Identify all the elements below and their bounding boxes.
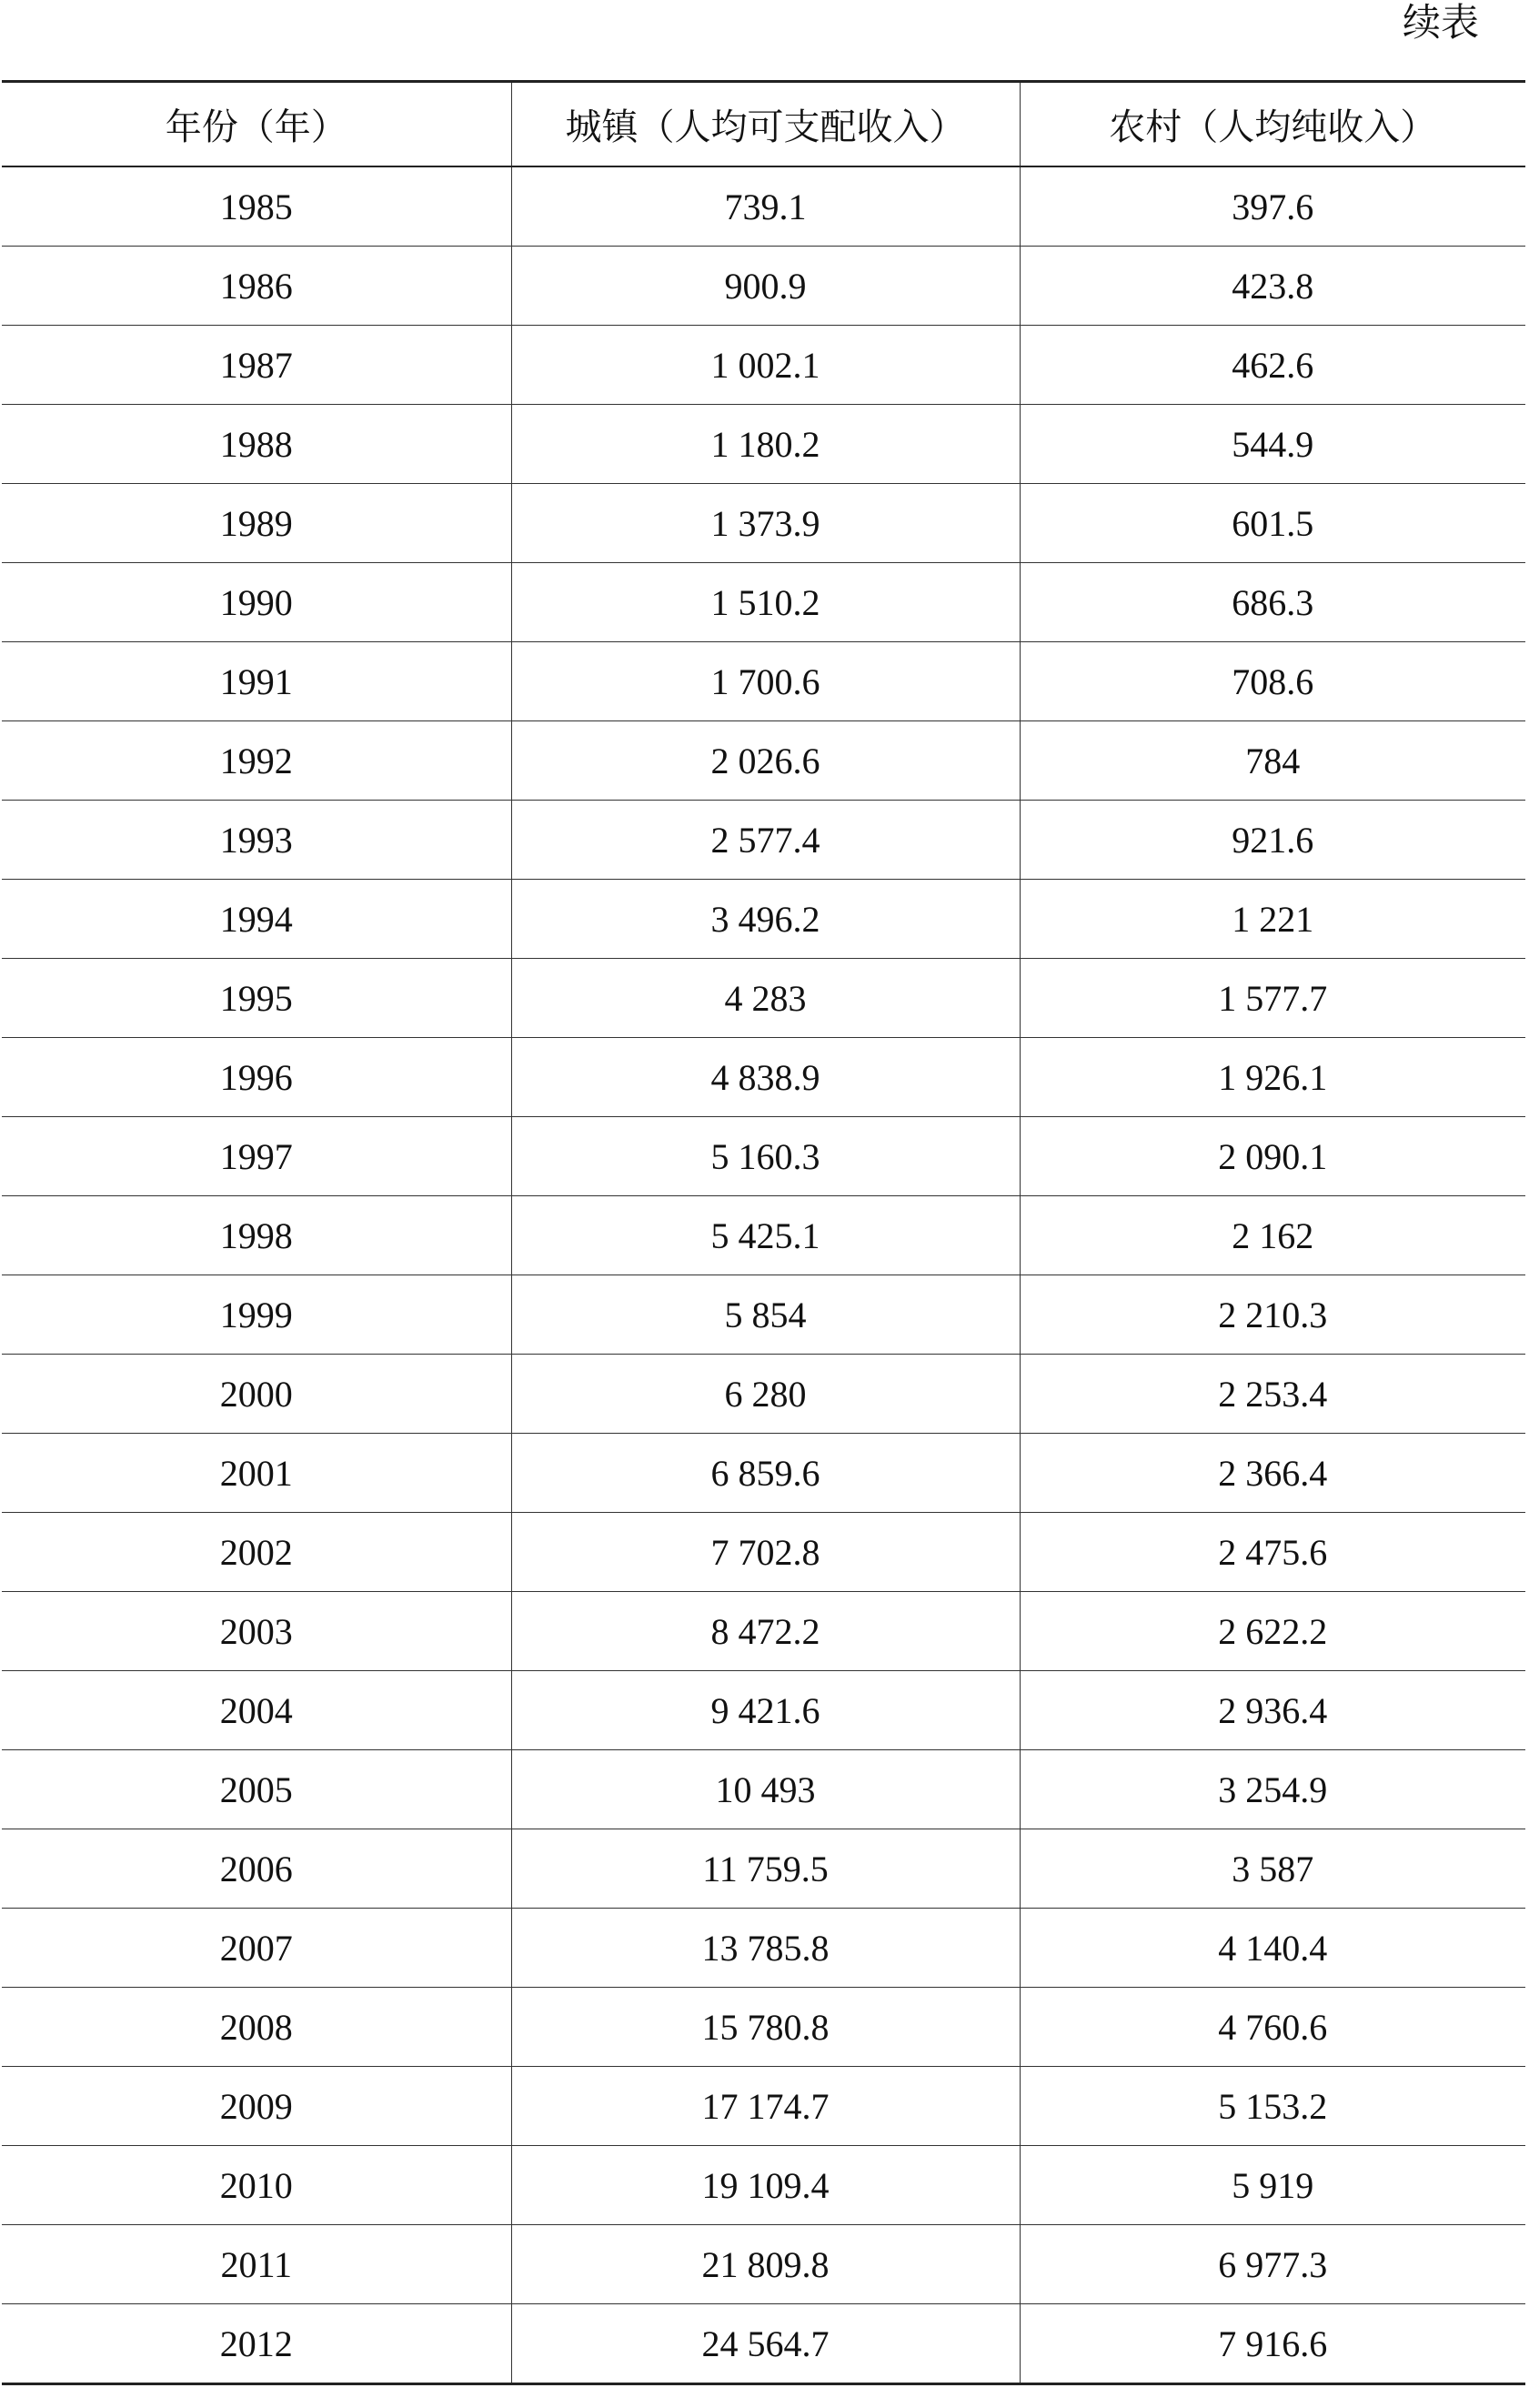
- cell-urban-income: 1 002.1: [511, 326, 1020, 405]
- cell-year: 1994: [2, 880, 511, 959]
- table-row: [2, 1988, 1525, 2067]
- cell-rural-income: 2 936.4: [1020, 1671, 1525, 1750]
- cell-urban-income: 13 785.8: [511, 1909, 1020, 1988]
- cell-year: 1992: [2, 721, 511, 801]
- cell-year: 2008: [2, 1988, 511, 2067]
- cell-year: 2000: [2, 1355, 511, 1434]
- header-row: [2, 82, 1525, 167]
- table-row: [2, 1592, 1525, 1671]
- header-urban-income: 城镇（人均可支配收入）: [511, 82, 1020, 167]
- table-row: [2, 1117, 1525, 1196]
- cell-year: 2009: [2, 2067, 511, 2146]
- cell-year: 2007: [2, 1909, 511, 1988]
- cell-urban-income: 1 373.9: [511, 484, 1020, 563]
- continued-table-label: 续表: [1402, 0, 1479, 45]
- table-row: [2, 1750, 1525, 1829]
- cell-urban-income: 4 283: [511, 959, 1020, 1038]
- cell-rural-income: 784: [1020, 721, 1525, 801]
- cell-year: 1985: [2, 166, 511, 247]
- cell-urban-income: 6 280: [511, 1355, 1020, 1434]
- table-row: [2, 880, 1525, 959]
- cell-year: 2005: [2, 1750, 511, 1829]
- table-row: [2, 1275, 1525, 1355]
- income-table: [2, 80, 1525, 2385]
- table-row: [2, 2225, 1525, 2304]
- cell-year: 2011: [2, 2225, 511, 2304]
- cell-rural-income: 7 916.6: [1020, 2304, 1525, 2384]
- cell-rural-income: 4 760.6: [1020, 1988, 1525, 2067]
- cell-rural-income: 686.3: [1020, 563, 1525, 642]
- cell-rural-income: 708.6: [1020, 642, 1525, 721]
- cell-urban-income: 15 780.8: [511, 1988, 1020, 2067]
- cell-rural-income: 3 587: [1020, 1829, 1525, 1909]
- cell-urban-income: 4 838.9: [511, 1038, 1020, 1117]
- cell-rural-income: 2 162: [1020, 1196, 1525, 1275]
- table-row: [2, 1513, 1525, 1592]
- cell-rural-income: 397.6: [1020, 166, 1525, 247]
- cell-year: 1987: [2, 326, 511, 405]
- cell-urban-income: 739.1: [511, 166, 1020, 247]
- cell-year: 1993: [2, 801, 511, 880]
- cell-year: 1986: [2, 247, 511, 326]
- table-row: [2, 1909, 1525, 1988]
- table-row: [2, 1829, 1525, 1909]
- cell-urban-income: 6 859.6: [511, 1434, 1020, 1513]
- cell-year: 1996: [2, 1038, 511, 1117]
- cell-year: 1988: [2, 405, 511, 484]
- table-row: [2, 1434, 1525, 1513]
- table-row: [2, 484, 1525, 563]
- cell-urban-income: 7 702.8: [511, 1513, 1020, 1592]
- table-row: [2, 405, 1525, 484]
- cell-year: 2002: [2, 1513, 511, 1592]
- table-row: [2, 247, 1525, 326]
- cell-year: 1989: [2, 484, 511, 563]
- cell-rural-income: 423.8: [1020, 247, 1525, 326]
- cell-rural-income: 601.5: [1020, 484, 1525, 563]
- cell-year: 1990: [2, 563, 511, 642]
- table-row: [2, 563, 1525, 642]
- cell-urban-income: 3 496.2: [511, 880, 1020, 959]
- table-row: [2, 1671, 1525, 1750]
- cell-rural-income: 3 254.9: [1020, 1750, 1525, 1829]
- cell-urban-income: 10 493: [511, 1750, 1020, 1829]
- cell-rural-income: 1 926.1: [1020, 1038, 1525, 1117]
- table-row: [2, 2304, 1525, 2384]
- cell-urban-income: 1 700.6: [511, 642, 1020, 721]
- cell-year: 1991: [2, 642, 511, 721]
- cell-urban-income: 19 109.4: [511, 2146, 1020, 2225]
- cell-rural-income: 2 090.1: [1020, 1117, 1525, 1196]
- cell-year: 2012: [2, 2304, 511, 2384]
- cell-rural-income: 4 140.4: [1020, 1909, 1525, 1988]
- cell-rural-income: 1 577.7: [1020, 959, 1525, 1038]
- cell-year: 1998: [2, 1196, 511, 1275]
- cell-rural-income: 544.9: [1020, 405, 1525, 484]
- cell-urban-income: 5 854: [511, 1275, 1020, 1355]
- cell-rural-income: 1 221: [1020, 880, 1525, 959]
- cell-rural-income: 5 153.2: [1020, 2067, 1525, 2146]
- cell-rural-income: 462.6: [1020, 326, 1525, 405]
- cell-urban-income: 900.9: [511, 247, 1020, 326]
- cell-urban-income: 8 472.2: [511, 1592, 1020, 1671]
- table-row: [2, 642, 1525, 721]
- table-row: [2, 1038, 1525, 1117]
- cell-rural-income: 5 919: [1020, 2146, 1525, 2225]
- cell-rural-income: 2 253.4: [1020, 1355, 1525, 1434]
- cell-year: 1995: [2, 959, 511, 1038]
- header-year: 年份（年）: [2, 82, 511, 167]
- cell-urban-income: 1 180.2: [511, 405, 1020, 484]
- cell-year: 2010: [2, 2146, 511, 2225]
- cell-urban-income: 1 510.2: [511, 563, 1020, 642]
- table-row: [2, 801, 1525, 880]
- cell-rural-income: 6 977.3: [1020, 2225, 1525, 2304]
- cell-urban-income: 9 421.6: [511, 1671, 1020, 1750]
- table-body: [2, 166, 1525, 2384]
- cell-urban-income: 17 174.7: [511, 2067, 1020, 2146]
- cell-year: 1999: [2, 1275, 511, 1355]
- table-row: [2, 959, 1525, 1038]
- header-rural-income: 农村（人均纯收入）: [1020, 82, 1525, 167]
- table-row: [2, 326, 1525, 405]
- cell-rural-income: 2 622.2: [1020, 1592, 1525, 1671]
- cell-year: 2003: [2, 1592, 511, 1671]
- cell-rural-income: 2 210.3: [1020, 1275, 1525, 1355]
- table-row: [2, 1355, 1525, 1434]
- cell-year: 2001: [2, 1434, 511, 1513]
- cell-rural-income: 921.6: [1020, 801, 1525, 880]
- cell-urban-income: 2 577.4: [511, 801, 1020, 880]
- cell-urban-income: 24 564.7: [511, 2304, 1020, 2384]
- cell-urban-income: 5 160.3: [511, 1117, 1020, 1196]
- cell-urban-income: 2 026.6: [511, 721, 1020, 801]
- table-row: [2, 166, 1525, 247]
- cell-rural-income: 2 366.4: [1020, 1434, 1525, 1513]
- cell-urban-income: 5 425.1: [511, 1196, 1020, 1275]
- cell-year: 2004: [2, 1671, 511, 1750]
- table-row: [2, 721, 1525, 801]
- table-row: [2, 1196, 1525, 1275]
- table-row: [2, 2067, 1525, 2146]
- table-row: [2, 2146, 1525, 2225]
- cell-urban-income: 11 759.5: [511, 1829, 1020, 1909]
- cell-rural-income: 2 475.6: [1020, 1513, 1525, 1592]
- table-header: [2, 82, 1525, 167]
- cell-year: 2006: [2, 1829, 511, 1909]
- cell-urban-income: 21 809.8: [511, 2225, 1020, 2304]
- cell-year: 1997: [2, 1117, 511, 1196]
